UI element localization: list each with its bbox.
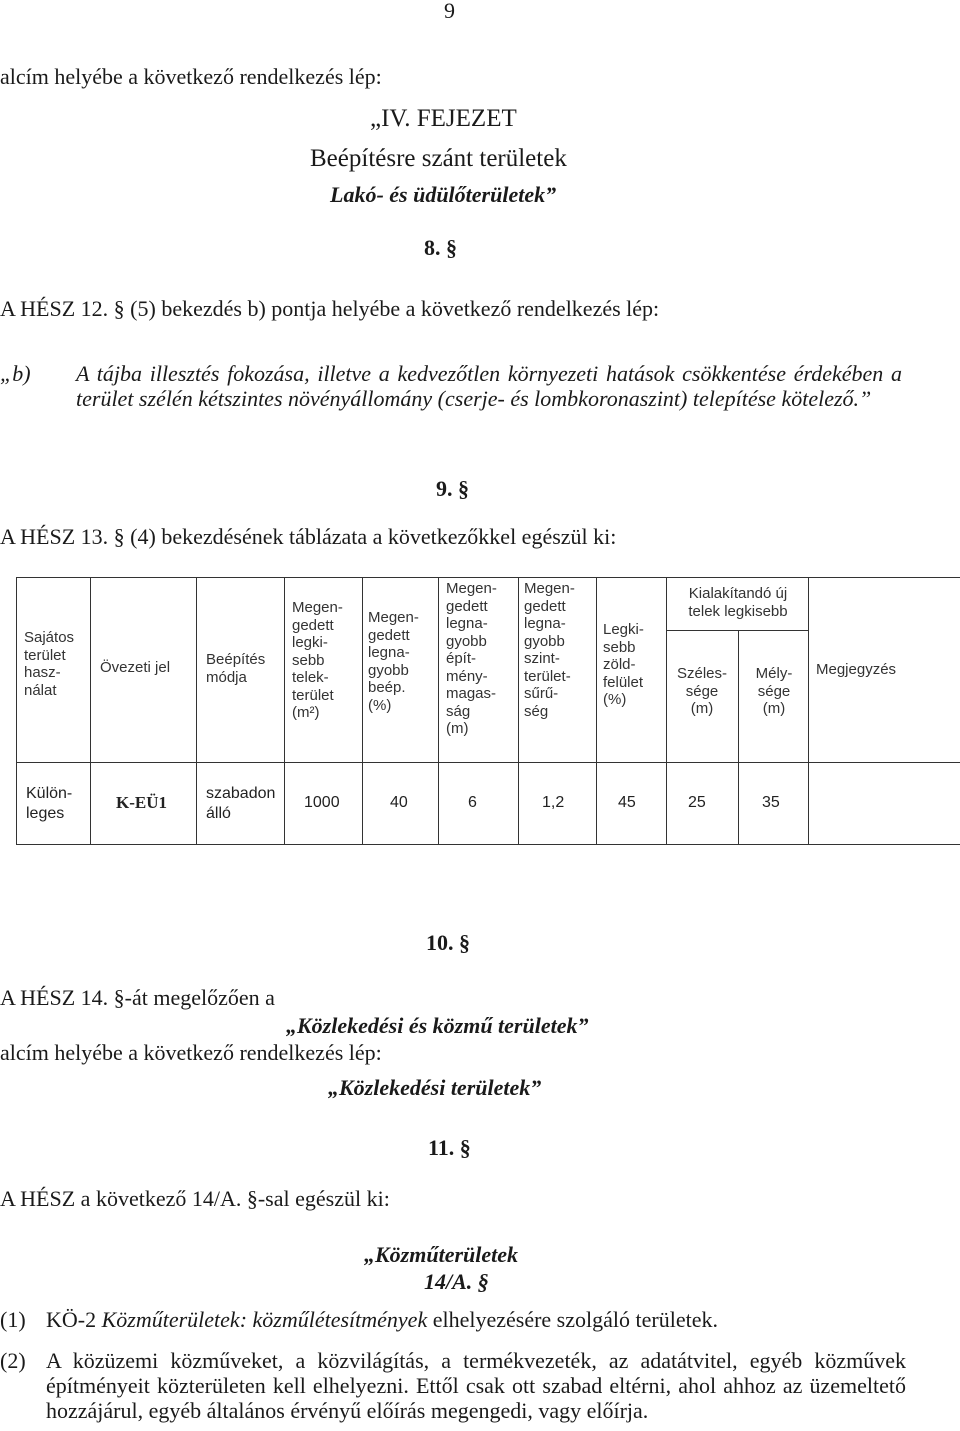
sec8-heading: 8. §: [424, 235, 457, 260]
sec8-text: A HÉSZ 12. § (5) bekezdés b) pontja helyébe a következő rendelkezés lép:: [0, 296, 660, 321]
header-min-plot-area: Megen- gedett legki- sebb telek- terület (m²): [292, 599, 343, 721]
cell-max-density: 1,2: [542, 794, 565, 811]
paragraph-1-number: (1): [0, 1307, 26, 1332]
header-min-green: Legki- sebb zöld- felület (%): [603, 621, 644, 708]
chapter-subtitle: Beépítésre szánt területek: [310, 145, 567, 172]
paragraph-1: [46, 1307, 718, 1333]
paragraph-1-rest: elhelyezésére szolgáló területek.: [427, 1307, 718, 1332]
cell-max-height: 6: [468, 794, 477, 811]
cell-min-green: 45: [618, 794, 636, 811]
paragraph-2-number: (2): [0, 1348, 26, 1373]
sec10-text2: alcím helyébe a következő rendelkezés lép:: [0, 1040, 382, 1065]
header-depth: Mély- sége (m): [755, 665, 793, 717]
section-title: Lakó- és üdülőterületek”: [330, 182, 557, 207]
sec10-quoted: „Közlekedési és közmű területek”: [286, 1013, 589, 1038]
cell-width: 25: [688, 794, 706, 811]
sec11-text: A HÉSZ a következő 14/A. §-sal egészül ki:: [0, 1186, 390, 1211]
paragraph-2: A közüzemi közműveket, a közvilágítás, a termékvezeték, az adatátvitel, egyéb közművek építményeit közterületen kell elhelyezni. Ettől csak ott szabad eltérni, ahol ahhoz az üzemeltető hozzájárul, egyéb általános érvényű előírás megengedi, vagy előírja.: [46, 1348, 906, 1423]
paragraph-1-code: KÖ-2: [46, 1307, 102, 1332]
paragraph-1-italic: Közműterületek: közműlétesítmények: [101, 1307, 428, 1332]
page-number: 9: [444, 0, 455, 23]
sec9-heading: 9. §: [436, 476, 469, 501]
sec8-point-label: „b): [0, 361, 31, 386]
header-new-plot-group: Kialakítandó új telek legkisebb: [688, 585, 788, 620]
header-zone-code: Övezeti jel: [100, 659, 171, 676]
header-remark: Megjegyzés: [816, 661, 897, 678]
sec9-text: A HÉSZ 13. § (4) bekezdésének táblázata a következőkkel egészül ki:: [0, 524, 617, 549]
cell-depth: 35: [762, 794, 780, 811]
sec11-title: „Közműterületek: [364, 1242, 519, 1267]
header-max-density: Megen- gedett legna- gyobb szint- terület- sűrű- ség: [524, 580, 575, 720]
regulation-table: [16, 577, 960, 845]
cell-land-use: Külön- leges: [26, 785, 73, 822]
header-land-use: Sajátos terület hasz- nálat: [24, 629, 75, 699]
intro-line: alcím helyébe a következő rendelkezés lép:: [0, 64, 382, 89]
sec10-text: A HÉSZ 14. §-át megelőzően a: [0, 985, 275, 1010]
sec11-subheading: 14/A. §: [424, 1269, 489, 1294]
cell-zone-code: K-EÜ1: [116, 793, 167, 812]
sec11-heading: 11. §: [428, 1135, 471, 1160]
cell-building-mode: szabadon álló: [206, 785, 276, 822]
sec8-point-text: A tájba illesztés fokozása, illetve a kedvezőtlen környezeti hatások csökkentése érdekében a terület szélén kétszintes növényállomány (cserje- és lombkoronaszint) telepítése kötelező.”: [76, 361, 902, 411]
sec10-new-title: „Közlekedési területek”: [328, 1075, 542, 1100]
cell-min-plot-area: 1000: [304, 794, 340, 811]
chapter-title: „IV. FEJEZET: [370, 105, 517, 132]
sec10-heading: 10. §: [426, 930, 470, 955]
header-max-height: Megen- gedett legna- gyobb épít- mény- magas- ság (m): [446, 580, 497, 737]
header-width: Széles- sége (m): [676, 665, 728, 717]
cell-max-coverage: 40: [390, 794, 408, 811]
header-building-mode: Beépítés módja: [206, 651, 266, 686]
header-max-coverage: Megen- gedett legna- gyobb beép. (%): [368, 609, 419, 714]
